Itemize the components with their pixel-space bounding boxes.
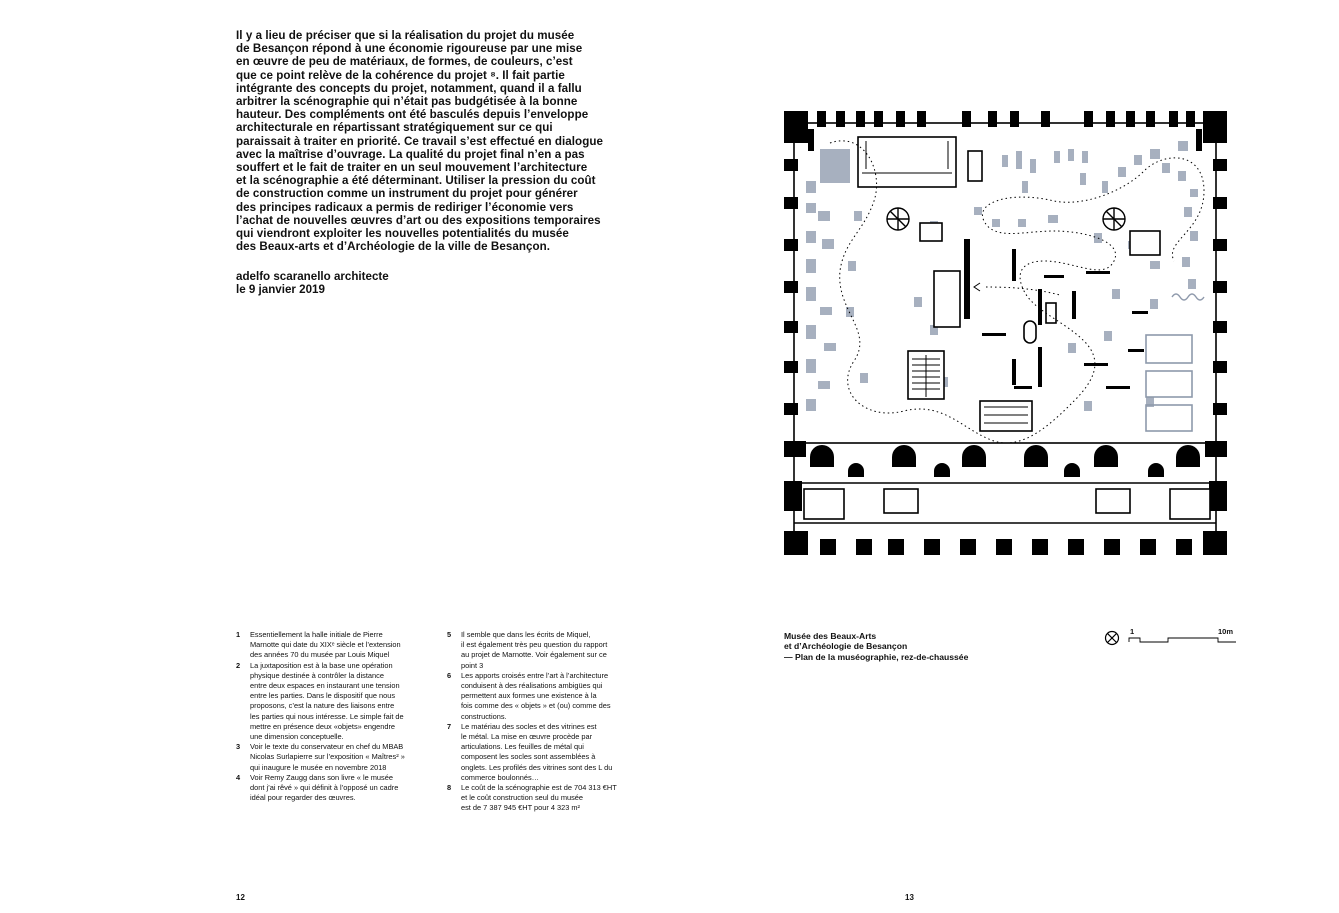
footnote-line: Voir Remy Zaugg dans son livre « le musée (250, 772, 393, 782)
body-line: hauteur. Des compléments ont été basculés depuis l’enveloppe (236, 108, 589, 122)
footnote (236, 630, 436, 661)
body-line: arbitrer la scénographie qui n’était pas budgétisée à la bonne (236, 95, 578, 109)
footnote-number: 5 (447, 630, 452, 639)
body-line: paraissait à traiter en priorité. Ce travail s’est effectué en dialogue (236, 134, 603, 148)
footnote-line: Les apports croisés entre l’art à l’architecture (461, 670, 609, 680)
signature-date: le 9 janvier 2019 (236, 283, 325, 297)
body-line: et la scénographie a été déterminant. Utiliser la pression du coût (236, 174, 596, 188)
right-page (670, 0, 1339, 913)
footnote-line: mettre en présence deux «objets» engendre (250, 721, 396, 731)
footnote-line: onglets. Les profilés des vitrines sont des L du (461, 762, 613, 772)
scale-bar (1104, 626, 1244, 648)
scale-end-label: 10m (1218, 627, 1234, 636)
footnote-line: constructions. (461, 711, 507, 721)
plan-niches (810, 445, 1200, 477)
footnote-line: au projet de Marnotte. Voir également sur ce (461, 650, 607, 660)
left-page (0, 0, 669, 913)
footnote (447, 783, 647, 814)
footnote (447, 722, 647, 783)
caption-line: — Plan de la muséographie, rez-de-chaussée (784, 651, 969, 662)
footnote-line: Voir le texte du conservateur en chef du MBAB (250, 742, 404, 752)
footnote-line: commerce boulonnés… (461, 772, 540, 782)
footnote-number: 3 (236, 742, 241, 752)
footnote (447, 671, 647, 722)
footnotes-column-2 (447, 630, 647, 814)
signature (236, 270, 536, 296)
plan-blocks (804, 137, 1210, 519)
body-line: des principes radicaux a permis de rediriger l’économie vers (236, 200, 574, 214)
footnote-line: et le coût construction seul du musée (461, 793, 584, 803)
footnote-line: articulations. Les feuilles de métal qui (461, 742, 584, 752)
footnote-line: des années 70 du musée par Louis Miquel (250, 650, 390, 660)
footnote-line: physique destinée à contrôler la distance (250, 670, 384, 680)
body-line: en œuvre de peu de matériaux, de formes, de couleurs, c’est (236, 55, 573, 69)
footnote-line: Le coût de la scénographie est de 704 313 €HT (461, 783, 617, 793)
figure-caption (784, 631, 1044, 662)
footnote-number: 7 (447, 721, 452, 731)
plan-wave (1172, 294, 1204, 300)
footnote-line: dont j’ai rêvé » qui définit à l’opposé un cadre (250, 783, 399, 793)
footnote-line: entre les parties. Dans le dispositif que nous (250, 691, 396, 701)
north-arrow-icon (1104, 630, 1120, 646)
floor-plan (784, 111, 1227, 555)
footnote-line: permettent aux formes une existence à la (461, 691, 597, 701)
footnote-line: est de 7 387 945 €HT pour 4 323 m² (461, 803, 581, 813)
plan-path-arrow (974, 283, 980, 291)
footnote-line: qui inaugure le musée en novembre 2018 (250, 762, 387, 772)
footnote-number: 2 (236, 660, 241, 670)
footnote-line: La juxtaposition est à la base une opération (250, 660, 393, 670)
footnote-line: il est également très peu question du rapport (461, 640, 608, 650)
caption-line: et d’Archéologie de Besançon (784, 641, 908, 652)
caption-line: Musée des Beaux-Arts (784, 631, 877, 641)
body-line: de construction comme un instrument du projet pour générer (236, 187, 578, 201)
footnotes-column-1 (236, 630, 436, 803)
footnote-line: fois comme des « objets » et (ou) comme des (461, 701, 611, 711)
body-line: de Besançon répond à une économie rigoureuse par une mise (236, 42, 583, 56)
body-line: que ce point relève de la cohérence du projet ⁸. Il fait partie (236, 68, 565, 82)
footnote-number: 1 (236, 630, 241, 639)
footnote-line: le métal. La mise en œuvre procède par (461, 732, 593, 742)
body-line: intégrante des concepts du projet, notamment, quand il a fallu (236, 81, 582, 95)
plan-side-rooms (1146, 335, 1192, 431)
scale-start-label: 1 (1130, 627, 1135, 636)
plan-piers (784, 111, 1227, 555)
footnote-line: proposons, c’est la nature des liaisons entre (250, 701, 395, 711)
body-line: avec la maîtrise d’ouvrage. La qualité du projet final n’en a pas (236, 147, 585, 161)
footnote-line: Il semble que dans les écrits de Miquel, (461, 630, 591, 639)
footnote-line: les parties qui nous intéresse. Le simple fait de (250, 711, 404, 721)
footnote (447, 630, 647, 671)
body-line: Il y a lieu de préciser que si la réalisation du projet du musée (236, 29, 575, 42)
footnote-line: point 3 (461, 660, 484, 670)
footnote-number: 6 (447, 670, 452, 680)
footnote-line: idéal pour regarder des œuvres. (250, 793, 356, 803)
footnote (236, 661, 436, 743)
body-text (236, 29, 656, 253)
page-number: 12 (236, 893, 245, 902)
footnote-line: entre deux espaces en instaurant une tension (250, 681, 400, 691)
page-number: 13 (905, 893, 914, 902)
body-line: qui viendront exploiter les nouvelles potentialités du musée (236, 227, 569, 241)
footnote-line: une dimension conceptuelle. (250, 732, 344, 742)
body-line: l’achat de nouvelles œuvres d’art ou des expositions temporaires (236, 213, 601, 227)
footnote (236, 773, 436, 804)
body-line: des Beaux-arts et d’Archéologie de la ville de Besançon. (236, 240, 551, 254)
signature-author: adelfo scaranello architecte (236, 270, 389, 283)
footnote-line: Nicolas Surlapierre sur l’exposition « Maîtres² » (250, 752, 405, 762)
footnote-line: Marnotte qui date du XIXᵉ siècle et l’extension (250, 640, 401, 650)
body-line: architecturale en répartissant stratégiquement sur ce qui (236, 121, 553, 135)
footnote-line: Essentiellement la halle initiale de Pierre (250, 630, 383, 639)
footnote (236, 742, 436, 773)
footnote-line: conduisent à des réalisations ambigües qui (461, 681, 603, 691)
footnote-line: composent les socles sont assemblées à (461, 752, 596, 762)
footnote-number: 8 (447, 783, 452, 793)
footnote-number: 4 (236, 772, 241, 782)
body-line: souffert et le fait de traiter en un seul mouvement l’architecture (236, 161, 588, 175)
footnote-line: Le matériau des socles et des vitrines est (461, 721, 597, 731)
